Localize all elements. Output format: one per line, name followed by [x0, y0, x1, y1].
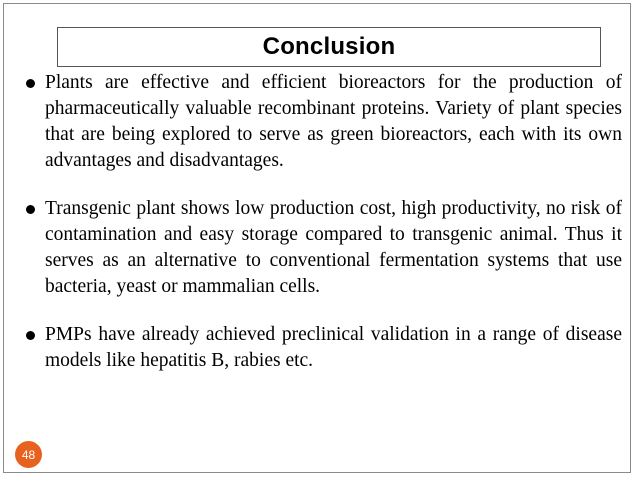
bullet-item	[26, 322, 622, 374]
page-number: 48	[21, 447, 36, 462]
bullet-text: PMPs have already achieved preclinical validation in a range of disease models like hepatitis B, rabies etc.	[45, 324, 622, 371]
bullet-dot-icon	[26, 205, 35, 214]
slide-frame	[3, 3, 631, 473]
bullet-text: Transgenic plant shows low production cost, high productivity, no risk of contamination and easy storage compared to transgenic animal. Thus it serves as an alternative to conventional fermentation systems that use bacteria, yeast or mammalian cells.	[45, 198, 622, 297]
title-box	[57, 27, 601, 67]
bullet-dot-icon	[26, 79, 35, 88]
page-number-badge	[15, 441, 42, 468]
bullet-item	[26, 70, 622, 174]
bullet-item	[26, 196, 622, 300]
bullet-dot-icon	[26, 331, 35, 340]
bullet-text: Plants are effective and efficient bioreactors for the production of pharmaceutically valuable recombinant proteins. Variety of plant species that are being explored to serve as green bioreactors, each with its own advantages and disadvantages.	[45, 72, 622, 171]
slide-title: Conclusion	[262, 33, 396, 60]
bullet-list	[26, 70, 622, 374]
